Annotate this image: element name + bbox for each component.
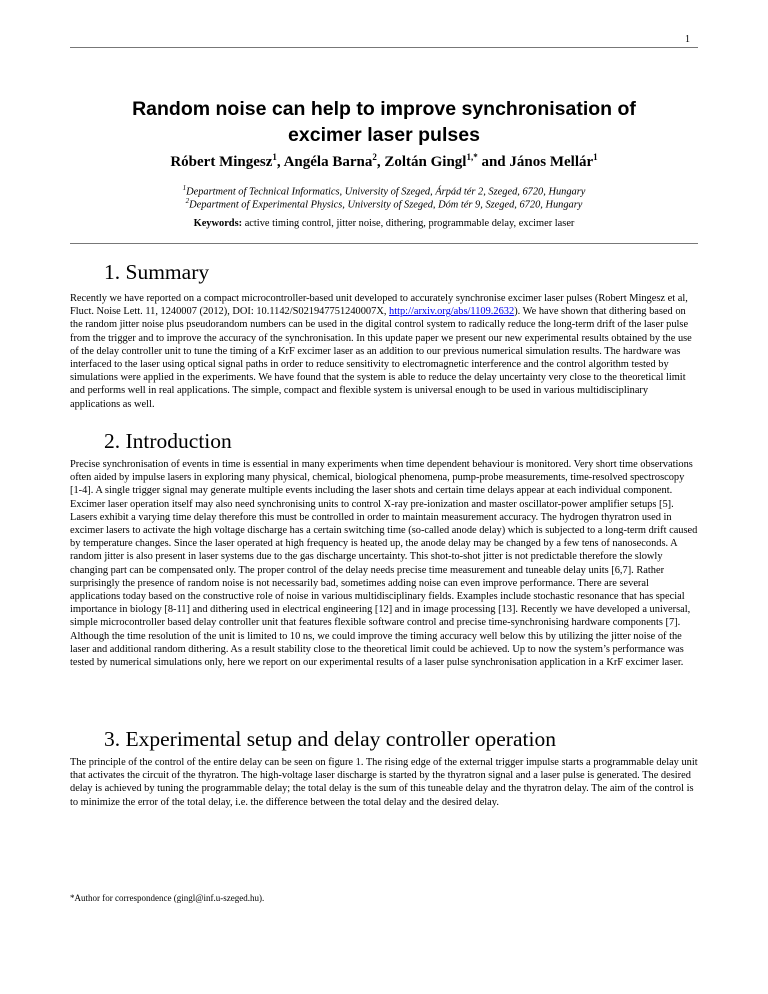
experimental-setup-paragraph: The principle of the control of the entire delay can be seen on figure 1. The rising edge of the external trigger impulse starts a programmable delay unit that activates the circuit of the thyratron. The high-voltage laser discharge is started by the thyratron signal and a laser pulse is generated. The desired delay is achieved by tuning the programmable delay; the total delay is the sum of this tuneable delay and the thyratron delay. The aim of the control is to minimize the error of the total delay, i.e. the difference between the total delay and the desired delay. <box>70 757 698 808</box>
author-and: and <box>477 154 510 170</box>
introduction-paragraph: Precise synchronisation of events in time is essential in many experiments when time dependent behaviour is monitored. Very short time observations often aided by impulse lasers in exploring many physical, chemical, biological phenomena, pump-probe measurements, time-resolved spectroscopy [1-4]. A single trigger signal may generate multiple events including the laser shots and certain time delays appear at each individual component. Excimer laser operation itself may also need synchronising units to control X-ray pre-ionization and master oscillator-power amplifier setups [5]. Lasers exhibit a varying time delay therefore this must be controlled in order to maintain measurement accuracy. The hydrogen thyratron used in excimer lasers to activate the high voltage discharge has a certain switching time (so-called anode delay) which is subjected to a long-term drift caused by temperature changes. Since the laser operated at high frequency is heated up, the anode delay may be changed by a few tens of nanoseconds. A random jitter is also present in laser systems due to the gas discharge uncertainty. This shot-to-shot jitter is not predictable therefore the slowly changing part can be compensated only. The proper control of the delay needs precise time measurement and tuneable delay units [6,7]. Rather surprisingly the presence of random noise is not necessarily bad, sometimes adding noise can even improve performance. There are several applications today based on the constructive role of noise in various multidisciplinary fields. Examples include stochastic resonance that has special importance in biology [8-11] and dithering used in electrical engineering [12] and in image processing [13]. Recently we have developed a universal, simple microcontroller based delay controller unit that features flexible software control and precise time-synchronising hardware components [7]. Although the time resolution of the unit is limited to 10 ns, we could improve the timing accuracy well below this by utilizing the jitter noise of the laser and additional random dithering. As a result stability close to the theoretical limit could be achieved. Up to now the system’s performance was tested by numerical simulations only, here we report on our experimental results of a laser pulse synchronisation application in a KrF excimer laser. <box>70 459 698 669</box>
affiliation-2 <box>60 197 708 210</box>
author-affil-mark: 1,* <box>466 152 478 162</box>
keywords-text: active timing control, jitter noise, dithering, programmable delay, excimer laser <box>242 218 575 229</box>
page-number: 1 <box>685 34 690 45</box>
author-separator: , <box>376 154 385 170</box>
author-name: Angéla Barna <box>283 154 373 170</box>
affiliation-mark: 1 <box>182 184 187 192</box>
arxiv-link[interactable]: http://arxiv.org/abs/1109.2632 <box>389 306 515 318</box>
header-rule <box>70 47 698 48</box>
summary-text-2: ). We have shown that dithering based on the random jitter noise plus pseudorandom numbers can be used in the digital control system to radically reduce the long-term drift of the laser pulse from the trigger and to improve the accuracy of the synchronisation. In this update paper we present our new experimental results obtained by the use of the delay controller unit to tune the timing of a KrF excimer laser as an addition to our previous numerical simulation results. The hardware was interfaced to the laser using optical signal paths in order to reduce sensitivity to electromagnetic interference and the control algorithm tested by simulations were applied in the experiments. We have found that the system is able to reduce the delay uncertainty very close to the theoretical limit and performs well in real applications. The simple, compact and flexible system is universal enough to be used in various multidisciplinary applications as well. <box>70 306 692 410</box>
affiliation-text: Department of Technical Informatics, University of Szeged, Árpád tér 2, Szeged, 6720, Hungary <box>186 186 586 198</box>
author-affil-mark: 1 <box>272 152 277 162</box>
keywords <box>60 218 708 229</box>
section-heading-introduction: 2. Introduction <box>104 429 232 453</box>
author-list <box>60 152 708 171</box>
summary-text-1: Recently we have reported on a compact microcontroller-based unit developed to accurately synchronise excimer laser pulses (Robert Mingesz et al, Fluct. Noise Lett. 11, 1240007 (2012), DOI: 10.1142/S021947751240007X, <box>70 293 688 318</box>
affiliation-mark: 2 <box>185 197 190 205</box>
author-affil-mark: 2 <box>372 152 377 162</box>
paper-title <box>60 96 708 148</box>
footnote: *Author for correspondence (gingl@inf.u-szeged.hu). <box>70 893 265 903</box>
author-name: Róbert Mingesz <box>170 154 273 170</box>
author-affil-mark: 1 <box>593 152 598 162</box>
keywords-label: Keywords: <box>193 218 243 229</box>
author-name: János Mellár <box>509 154 594 170</box>
affiliation-text: Department of Experimental Physics, University of Szeged, Dóm tér 9, Szeged, 6720, Hungary <box>189 199 583 211</box>
title-line-2: excimer laser pulses <box>288 124 480 146</box>
summary-paragraph <box>70 292 698 411</box>
title-line-1: Random noise can help to improve synchronisation of <box>132 98 636 120</box>
section-heading-experimental-setup: 3. Experimental setup and delay controller operation <box>104 727 556 751</box>
author-name: Zoltán Gingl <box>384 154 467 170</box>
affiliation-1 <box>60 184 708 197</box>
author-separator: , <box>276 154 284 170</box>
section-heading-summary: 1. Summary <box>104 260 210 284</box>
keywords-rule <box>70 243 698 244</box>
